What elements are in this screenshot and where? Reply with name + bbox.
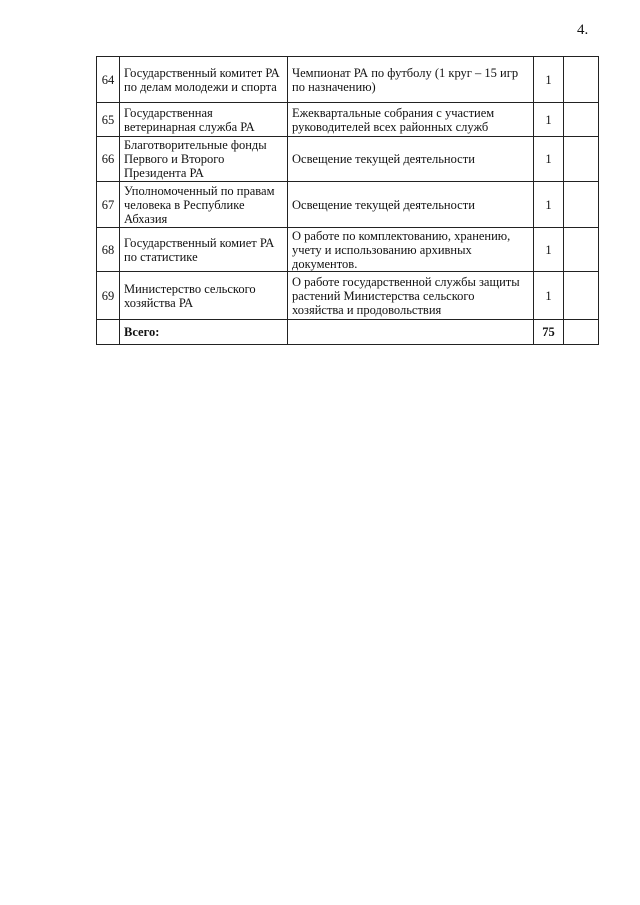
organization-cell: Уполномоченный по правам человека в Республике Абхазия	[120, 182, 288, 228]
topic-cell: Освещение текущей деятельности	[288, 182, 534, 228]
organization-cell: Министерство сельского хозяйства РА	[120, 272, 288, 320]
row-number: 69	[97, 272, 120, 320]
row-number: 65	[97, 103, 120, 137]
table-row	[97, 137, 599, 182]
total-label: Всего:	[120, 320, 288, 345]
empty-cell	[564, 272, 599, 320]
table-row	[97, 103, 599, 137]
count-cell: 1	[534, 103, 564, 137]
empty-cell	[564, 228, 599, 272]
count-cell: 1	[534, 57, 564, 103]
empty-cell	[564, 57, 599, 103]
organization-cell: Государственный комитет РА по делам молодежи и спорта	[120, 57, 288, 103]
topic-cell: Освещение текущей деятельности	[288, 137, 534, 182]
topic-cell: О работе по комплектованию, хранению, учету и использованию архивных документов.	[288, 228, 534, 272]
empty-cell	[564, 182, 599, 228]
empty-cell	[564, 320, 599, 345]
row-number: 67	[97, 182, 120, 228]
total-row	[97, 320, 599, 345]
table-row	[97, 57, 599, 103]
topic-cell: Чемпионат РА по футболу (1 круг – 15 игр по назначению)	[288, 57, 534, 103]
organization-cell: Благотворительные фонды Первого и Второго Президента РА	[120, 137, 288, 182]
empty-cell	[288, 320, 534, 345]
count-cell: 1	[534, 137, 564, 182]
table-row	[97, 182, 599, 228]
topic-cell: Ежеквартальные собрания с участием руководителей всех районных служб	[288, 103, 534, 137]
total-value: 75	[534, 320, 564, 345]
organization-cell: Государственная ветеринарная служба РА	[120, 103, 288, 137]
count-cell: 1	[534, 272, 564, 320]
empty-cell	[564, 103, 599, 137]
table-row	[97, 272, 599, 320]
topic-cell: О работе государственной службы защиты растений Министерства сельского хозяйства и продовольствия	[288, 272, 534, 320]
count-cell: 1	[534, 182, 564, 228]
organization-cell: Государственный комиет РА по статистике	[120, 228, 288, 272]
empty-cell	[97, 320, 120, 345]
empty-cell	[564, 137, 599, 182]
schedule-table	[96, 56, 599, 345]
row-number: 66	[97, 137, 120, 182]
count-cell: 1	[534, 228, 564, 272]
row-number: 68	[97, 228, 120, 272]
row-number: 64	[97, 57, 120, 103]
page-number: 4.	[577, 22, 589, 38]
table-row	[97, 228, 599, 272]
